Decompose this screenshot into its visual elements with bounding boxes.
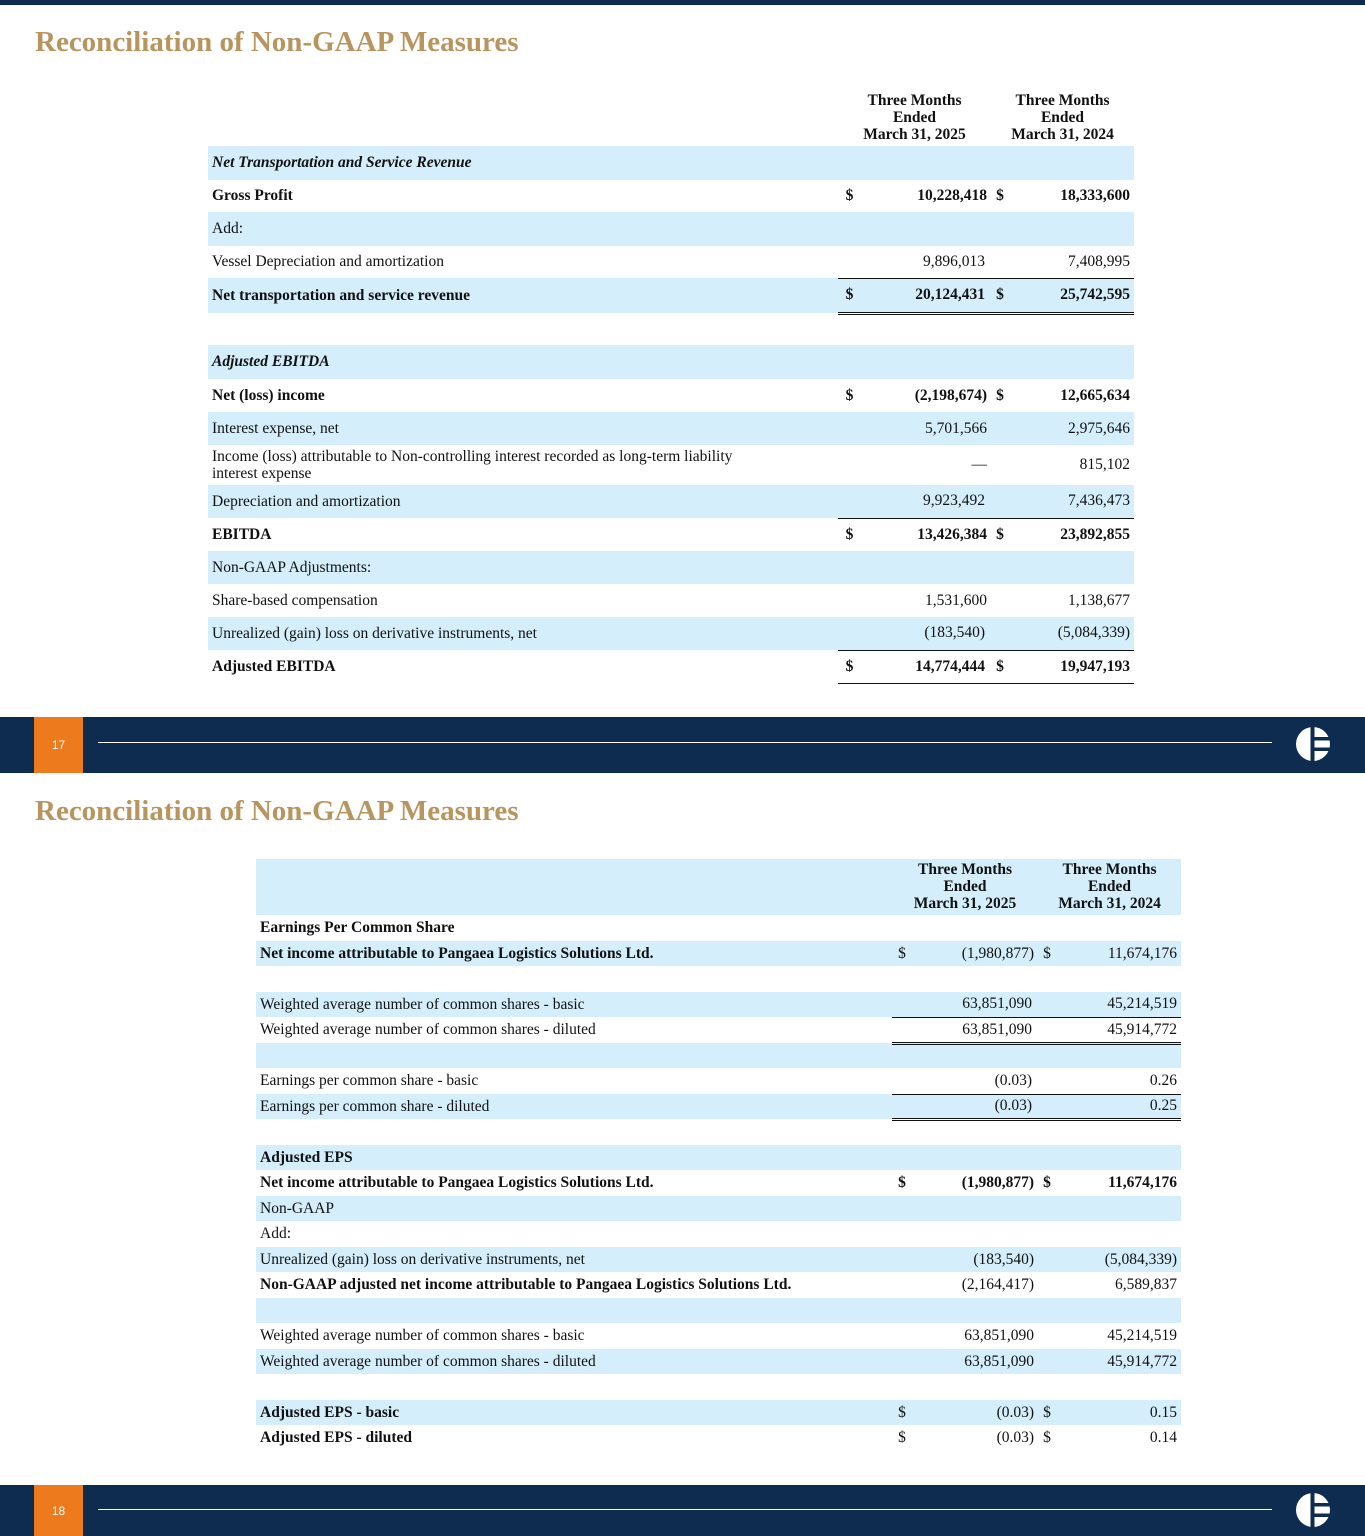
currency-2025 <box>892 1221 912 1247</box>
currency-2024: $ <box>1043 1174 1051 1191</box>
currency-2024 <box>1038 1298 1056 1323</box>
col-header-line: Three Months <box>1015 92 1110 109</box>
row-label <box>256 1068 892 1094</box>
currency-2024 <box>1038 1068 1056 1094</box>
currency-2025 <box>892 1349 912 1374</box>
row-label-text: EBITDA <box>212 525 272 543</box>
value-2024 <box>1056 1374 1181 1400</box>
row-label <box>256 1425 892 1451</box>
col-header-line: March 31, 2025 <box>913 895 1017 912</box>
table-row <box>208 146 1134 180</box>
row-label-text: Adjusted EBITDA <box>212 353 330 370</box>
currency-2024: $ <box>991 650 1009 683</box>
row-label-text: Share-based compensation <box>212 591 378 609</box>
value-2024: 0.26 <box>1056 1068 1181 1094</box>
table-row <box>208 617 1134 650</box>
currency-2025 <box>838 345 861 379</box>
value-2025: (0.03) <box>912 1094 1038 1119</box>
row-label <box>208 379 838 412</box>
row-label-text: Adjusted EPS - basic <box>260 1403 400 1421</box>
currency-2025: $ <box>892 941 912 966</box>
row-label-text: Income (loss) attributable to Non-controlling interest recorded as long-term liability <box>212 448 733 465</box>
currency-2025 <box>892 966 912 992</box>
col-header-line: Ended <box>1040 109 1085 126</box>
col-header-line: Ended <box>892 109 937 126</box>
currency-2024 <box>991 146 1009 180</box>
row-label-text: Gross Profit <box>212 187 293 204</box>
company-logo-icon <box>1295 726 1331 762</box>
currency-2024 <box>1038 1119 1056 1145</box>
row-label-text: Unrealized (gain) loss on derivative instruments, net <box>212 624 537 642</box>
value-2024: 23,892,855 <box>1060 525 1131 543</box>
table-row <box>256 966 1181 992</box>
value-2024: 1,138,677 <box>1068 591 1131 609</box>
value-2024: 25,742,595 <box>1009 278 1134 313</box>
currency-2024 <box>991 246 1009 278</box>
currency-2024 <box>991 212 1009 246</box>
row-label-text: Weighted average number of common shares - diluted <box>260 1352 596 1370</box>
currency-2025 <box>892 1068 912 1094</box>
value-2024: 45,914,772 <box>1056 1017 1181 1043</box>
footer-divider <box>98 742 1272 743</box>
slide-title-17: Reconciliation of Non-GAAP Measures <box>35 26 519 58</box>
value-2025 <box>912 1145 1038 1170</box>
currency-2024 <box>991 412 1009 445</box>
currency-2025 <box>892 1094 912 1119</box>
page-number: 18 <box>34 1485 83 1536</box>
value-2024: 11,674,176 <box>1056 941 1181 966</box>
row-label <box>256 1145 892 1170</box>
row-label <box>208 584 838 617</box>
currency-2024: $ <box>1038 1400 1056 1425</box>
value-2025 <box>912 1196 1038 1221</box>
table-row <box>256 1400 1181 1425</box>
header-spacer <box>256 859 892 915</box>
currency-2024: $ <box>1038 941 1056 966</box>
value-2024: 0.14 <box>1149 1429 1178 1446</box>
row-label-text: Net income attributable to Pangaea Logistics Solutions Ltd. <box>260 1174 654 1191</box>
table-row <box>208 445 1134 485</box>
table-row <box>256 1094 1181 1119</box>
row-label <box>208 551 838 584</box>
row-label <box>208 445 838 485</box>
table-row <box>256 1119 1181 1145</box>
row-label <box>208 278 838 313</box>
row-label <box>256 1017 892 1043</box>
currency-2024 <box>1038 1017 1056 1043</box>
row-label <box>256 1043 892 1068</box>
row-label <box>208 246 838 278</box>
row-label-text: Net income attributable to Pangaea Logistics Solutions Ltd. <box>260 944 654 962</box>
value-2025 <box>861 345 991 379</box>
row-label-text: Vessel Depreciation and amortization <box>212 253 444 270</box>
table-row <box>256 1196 1181 1221</box>
value-2024: 19,947,193 <box>1009 650 1134 683</box>
currency-2024: $ <box>996 386 1004 404</box>
value-2025: 9,923,492 <box>861 485 991 518</box>
table-row <box>208 379 1134 412</box>
row-label <box>256 1094 892 1119</box>
value-2025: (0.03) <box>996 1429 1035 1446</box>
table-row <box>256 1068 1181 1094</box>
value-2024 <box>1009 146 1134 180</box>
value-2025: (183,540) <box>912 1247 1038 1272</box>
value-2025: (2,198,674) <box>914 386 988 404</box>
table-row <box>256 941 1181 966</box>
table-row <box>208 485 1134 518</box>
row-label-text: Depreciation and amortization <box>212 492 401 510</box>
row-label <box>256 1272 892 1298</box>
row-label <box>208 180 838 212</box>
table-row <box>256 1247 1181 1272</box>
row-label-text: Add: <box>260 1225 291 1242</box>
table-row <box>256 1323 1181 1349</box>
table-row <box>256 1349 1181 1374</box>
col-header-line: Three Months <box>867 92 962 109</box>
currency-2025 <box>892 1374 912 1400</box>
value-2024 <box>1056 1298 1181 1323</box>
currency-2025: $ <box>838 650 861 683</box>
row-label-text: Adjusted EPS - diluted <box>260 1429 413 1446</box>
currency-2024: $ <box>991 278 1009 313</box>
company-logo-icon <box>1295 1492 1331 1528</box>
footer-18 <box>0 1485 1365 1536</box>
value-2025: 1,531,600 <box>925 591 988 609</box>
table-row <box>256 1145 1181 1170</box>
currency-2025 <box>838 212 861 246</box>
row-label <box>208 518 838 551</box>
value-2024 <box>1009 212 1134 246</box>
currency-2025: $ <box>892 1400 912 1425</box>
row-label <box>208 650 838 683</box>
currency-2024 <box>1038 1221 1056 1247</box>
value-2025 <box>912 966 1038 992</box>
row-label <box>256 1374 892 1400</box>
value-2024: 18,333,600 <box>1060 187 1131 204</box>
currency-2025 <box>892 1272 912 1298</box>
col-header-2024 <box>1038 859 1181 915</box>
currency-2025 <box>892 992 912 1017</box>
row-label-text: Weighted average number of common shares - diluted <box>260 1021 596 1038</box>
row-label <box>256 1298 892 1323</box>
header-spacer <box>208 86 838 146</box>
value-2024: 45,214,519 <box>1056 992 1181 1017</box>
value-2024: 6,589,837 <box>1115 1276 1178 1293</box>
value-2024: 12,665,634 <box>1060 386 1131 404</box>
currency-2024 <box>1038 1043 1056 1068</box>
row-label <box>256 1323 892 1349</box>
row-label-text: Net transportation and service revenue <box>212 286 471 304</box>
currency-2025: $ <box>898 1174 906 1191</box>
currency-2025 <box>838 485 861 518</box>
value-2024 <box>1056 966 1181 992</box>
row-label <box>256 992 892 1017</box>
row-label-text: Non-GAAP adjusted net income attributable to Pangaea Logistics Solutions Ltd. <box>260 1276 792 1293</box>
currency-2025: $ <box>898 1429 906 1446</box>
currency-2024 <box>1038 1247 1056 1272</box>
currency-2024 <box>1038 1349 1056 1374</box>
currency-2025 <box>892 1043 912 1068</box>
value-2025 <box>861 212 991 246</box>
value-2024: 11,674,176 <box>1108 1174 1178 1191</box>
row-label-text: Net (loss) income <box>212 386 325 404</box>
currency-2024 <box>991 445 1009 485</box>
row-label <box>208 412 838 445</box>
value-2025: 63,851,090 <box>912 992 1038 1017</box>
col-header-line: Three Months <box>1062 861 1157 878</box>
table-row <box>256 1043 1181 1068</box>
currency-2024 <box>1038 992 1056 1017</box>
row-label <box>208 146 838 180</box>
spacer-row <box>208 313 1134 345</box>
table-row <box>208 180 1134 212</box>
value-2024: (5,084,339) <box>1056 1247 1181 1272</box>
table-row <box>208 412 1134 445</box>
row-label <box>208 212 838 246</box>
currency-2025: $ <box>845 525 854 543</box>
row-label-text: Net Transportation and Service Revenue <box>212 154 472 171</box>
footer-divider <box>98 1509 1272 1510</box>
value-2024 <box>1009 345 1134 379</box>
table-row <box>208 345 1134 379</box>
value-2024 <box>1056 1145 1181 1170</box>
value-2025: (0.03) <box>912 1068 1038 1094</box>
currency-2024: $ <box>996 187 1004 204</box>
col-header-2024 <box>991 86 1134 146</box>
table-row <box>256 1272 1181 1298</box>
table-row <box>256 915 1181 941</box>
value-2025 <box>861 146 991 180</box>
value-2025: 63,851,090 <box>912 1349 1038 1374</box>
currency-2025 <box>892 1196 912 1221</box>
value-2024: 0.15 <box>1056 1400 1181 1425</box>
top-bar <box>0 0 1365 5</box>
value-2025: (2,164,417) <box>961 1276 1035 1293</box>
row-label-text-cont: interest expense <box>212 465 312 482</box>
value-2025 <box>912 1119 1038 1145</box>
value-2025 <box>912 1221 1038 1247</box>
row-label <box>208 617 838 650</box>
value-2025: 63,851,090 <box>964 1327 1035 1344</box>
row-label <box>208 485 838 518</box>
value-2025: (1,980,877) <box>912 941 1038 966</box>
currency-2024 <box>991 551 1009 584</box>
value-2024: 45,914,772 <box>1056 1349 1181 1374</box>
col-header-2025 <box>892 859 1038 915</box>
page-number: 17 <box>34 717 83 773</box>
table-row <box>256 1298 1181 1323</box>
currency-2025: $ <box>845 386 854 404</box>
currency-2024 <box>991 485 1009 518</box>
value-2024 <box>1056 1119 1181 1145</box>
value-2024 <box>1056 915 1181 941</box>
row-label-text: Adjusted EBITDA <box>212 657 336 675</box>
currency-2025 <box>892 1323 912 1349</box>
value-2024: 45,214,519 <box>1107 1327 1178 1344</box>
col-header-line: March 31, 2024 <box>1058 895 1161 912</box>
row-label <box>208 345 838 379</box>
currency-2025 <box>892 915 912 941</box>
value-2025: 63,851,090 <box>912 1017 1038 1043</box>
col-header-line: Three Months <box>918 861 1013 878</box>
row-label <box>256 1196 892 1221</box>
row-label-text: Interest expense, net <box>212 419 339 437</box>
currency-2024 <box>1038 915 1056 941</box>
currency-2024 <box>1038 966 1056 992</box>
slide-title-18: Reconciliation of Non-GAAP Measures <box>35 795 519 827</box>
currency-2024: $ <box>1043 1429 1051 1446</box>
currency-2025: $ <box>838 278 861 313</box>
value-2024: 0.25 <box>1056 1094 1181 1119</box>
spacer-cell <box>208 313 1134 345</box>
value-2025 <box>912 1374 1038 1400</box>
value-2025: 9,896,013 <box>861 246 991 278</box>
currency-2025 <box>838 412 861 445</box>
value-2024: 2,975,646 <box>1009 412 1134 445</box>
table-row <box>256 992 1181 1017</box>
row-label <box>256 1247 892 1272</box>
currency-2025 <box>838 146 861 180</box>
value-2025: (0.03) <box>912 1400 1038 1425</box>
table-row <box>256 1170 1181 1196</box>
currency-2024 <box>991 617 1009 650</box>
table-row <box>208 518 1134 551</box>
currency-2025 <box>892 1298 912 1323</box>
table-row <box>256 1425 1181 1451</box>
currency-2024 <box>1038 1196 1056 1221</box>
eps-reconciliation-table <box>256 859 1181 1451</box>
value-2025: 14,774,444 <box>861 650 991 683</box>
footer-17 <box>0 717 1365 773</box>
table-row <box>208 212 1134 246</box>
table-row <box>256 1221 1181 1247</box>
table-row <box>256 1374 1181 1400</box>
row-label <box>256 1119 892 1145</box>
row-label-text: Weighted average number of common shares - basic <box>260 995 585 1013</box>
row-label <box>256 1170 892 1196</box>
table-row <box>208 584 1134 617</box>
currency-2025 <box>892 1017 912 1043</box>
value-2025: 10,228,418 <box>917 187 988 204</box>
row-label <box>256 1221 892 1247</box>
currency-2024 <box>1038 1272 1056 1298</box>
col-header-line: March 31, 2024 <box>1011 126 1114 143</box>
row-label-text: Earnings per common share - diluted <box>260 1097 490 1115</box>
currency-2025 <box>838 551 861 584</box>
ebitda-reconciliation-table <box>208 86 1134 684</box>
value-2025: (1,980,877) <box>961 1174 1035 1191</box>
currency-2025 <box>892 1145 912 1170</box>
row-label <box>256 1349 892 1374</box>
currency-2025 <box>838 445 861 485</box>
value-2025: 13,426,384 <box>917 525 988 543</box>
value-2025 <box>861 551 991 584</box>
value-2025 <box>912 1298 1038 1323</box>
table-row <box>256 1017 1181 1043</box>
value-2025: (183,540) <box>861 617 991 650</box>
currency-2024 <box>991 345 1009 379</box>
row-label-text: Unrealized (gain) loss on derivative instruments, net <box>260 1250 585 1268</box>
row-label-text: Earnings per common share - basic <box>260 1072 479 1089</box>
row-label-text: Non-GAAP Adjustments: <box>212 558 372 576</box>
row-label-text: Adjusted EPS <box>260 1148 353 1166</box>
value-2025 <box>912 915 1038 941</box>
value-2024: 7,436,473 <box>1009 485 1134 518</box>
row-label-text: Earnings Per Common Share <box>260 919 455 936</box>
value-2025: — <box>971 456 988 473</box>
row-label-text: Non-GAAP <box>260 1199 335 1217</box>
value-2024: 815,102 <box>1079 456 1131 473</box>
currency-2025 <box>838 246 861 278</box>
col-header-line: Ended <box>943 878 987 895</box>
currency-2025: $ <box>845 187 854 204</box>
row-label <box>256 1400 892 1425</box>
value-2025: 5,701,566 <box>861 412 991 445</box>
currency-2024 <box>1038 1145 1056 1170</box>
currency-2024 <box>1038 1323 1056 1349</box>
currency-2025 <box>838 617 861 650</box>
currency-2024: $ <box>996 525 1004 543</box>
table-header-row <box>208 86 1134 146</box>
row-label <box>256 915 892 941</box>
value-2025: 20,124,431 <box>861 278 991 313</box>
value-2025 <box>912 1043 1038 1068</box>
value-2024 <box>1056 1221 1181 1247</box>
currency-2024 <box>1038 1094 1056 1119</box>
row-label-text: Add: <box>212 220 243 237</box>
table-header-row <box>256 859 1181 915</box>
table-row <box>208 278 1134 313</box>
row-label <box>256 941 892 966</box>
value-2024: 7,408,995 <box>1009 246 1134 278</box>
currency-2024 <box>991 584 1009 617</box>
currency-2025 <box>838 584 861 617</box>
value-2024 <box>1056 1196 1181 1221</box>
currency-2025 <box>892 1119 912 1145</box>
value-2024: (5,084,339) <box>1009 617 1134 650</box>
col-header-line: March 31, 2025 <box>863 126 966 143</box>
row-label-text: Weighted average number of common shares - basic <box>260 1327 585 1344</box>
currency-2024 <box>1038 1374 1056 1400</box>
table-row <box>208 246 1134 278</box>
currency-2025 <box>892 1247 912 1272</box>
value-2024 <box>1009 551 1134 584</box>
table-row <box>208 650 1134 683</box>
col-header-2025 <box>838 86 991 146</box>
table-row <box>208 551 1134 584</box>
row-label <box>256 966 892 992</box>
value-2024 <box>1056 1043 1181 1068</box>
col-header-line: Ended <box>1087 878 1132 895</box>
